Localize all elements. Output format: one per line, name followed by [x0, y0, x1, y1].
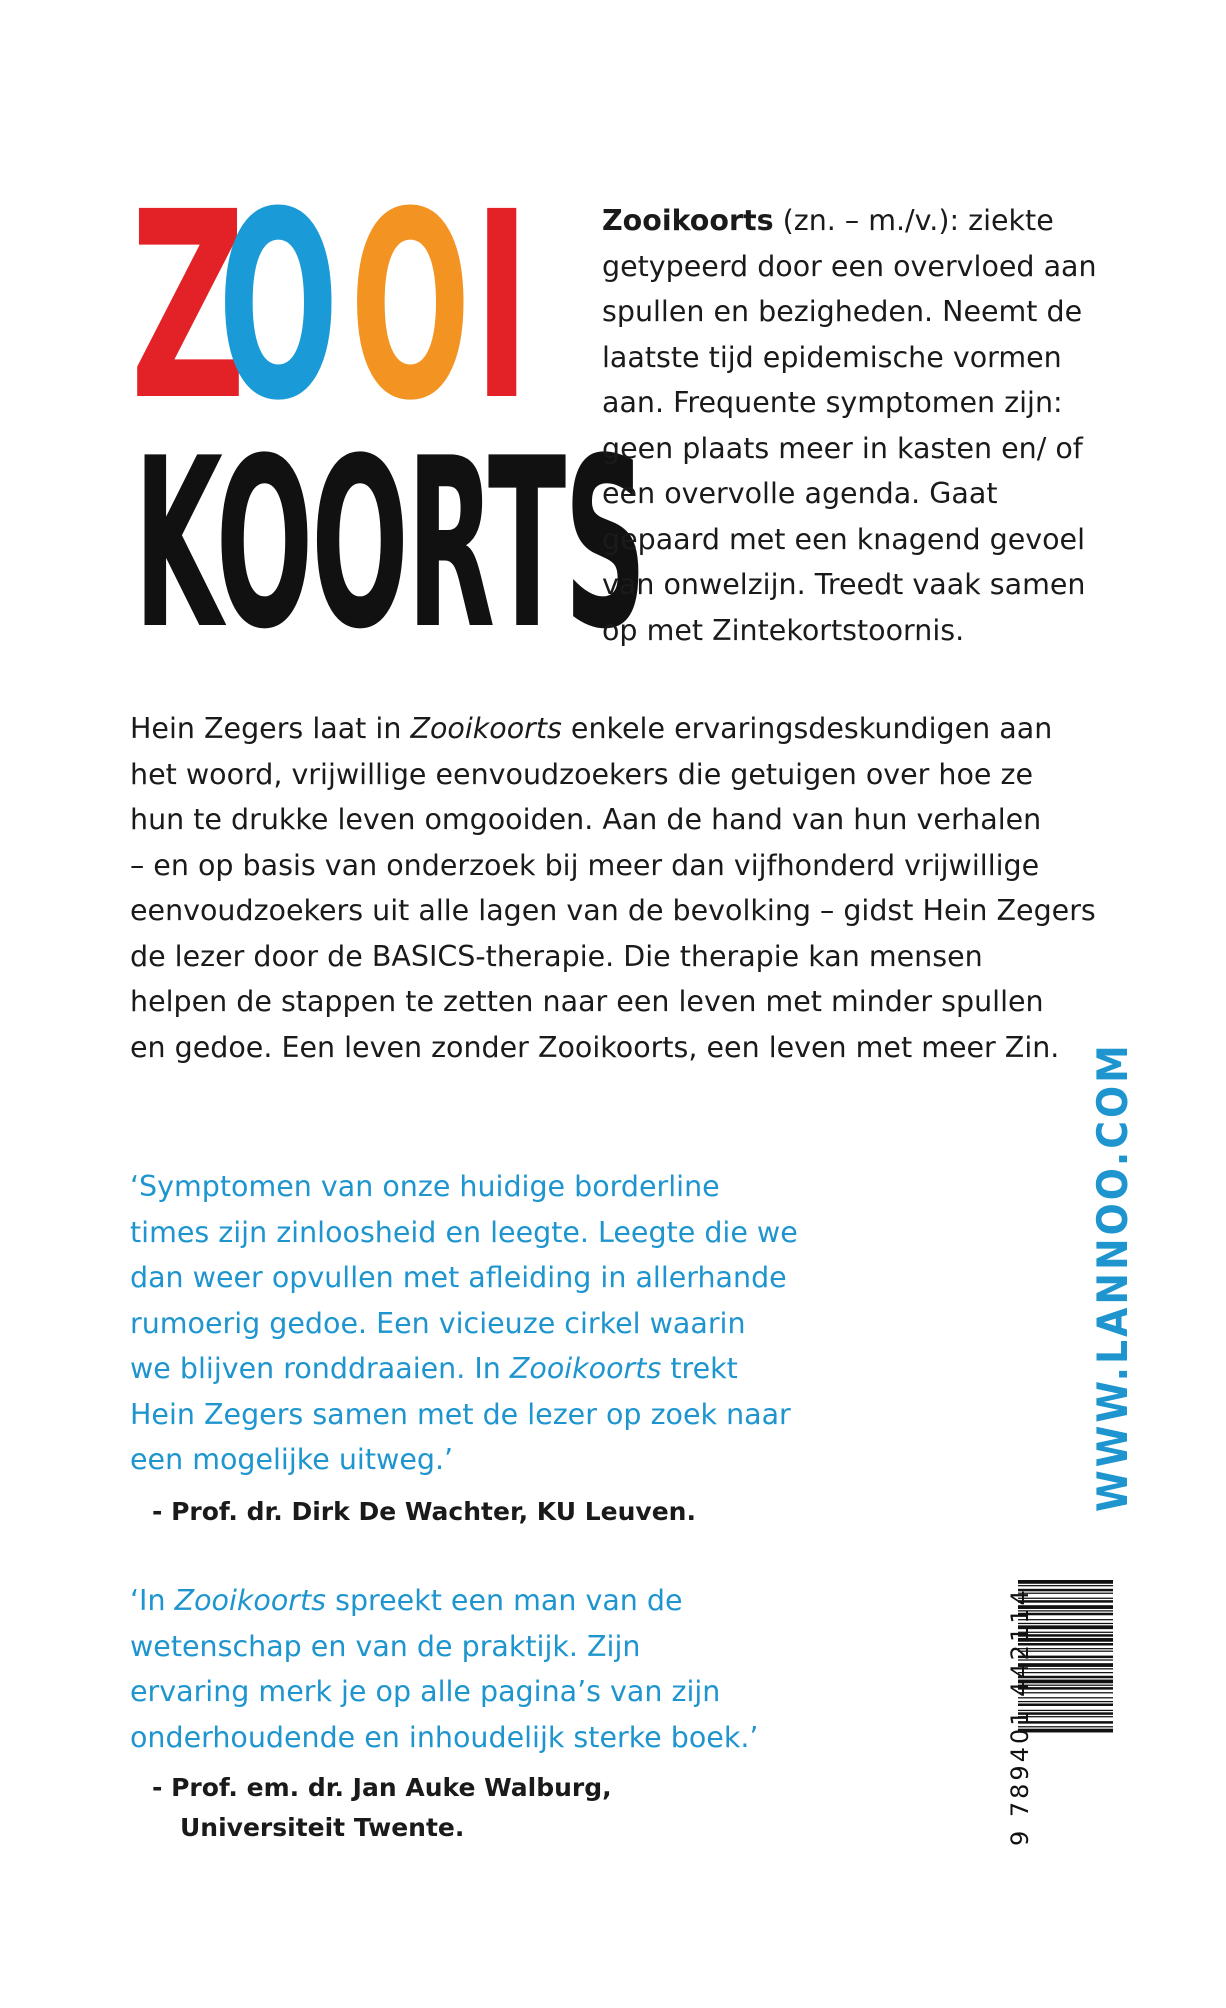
barcode-bar: [1018, 1580, 1113, 1584]
isbn-number: 9 789401 442114: [1006, 1587, 1034, 1846]
blurb-line: Hein Zegers laat in Zooikoorts enkele ervaringsdeskundigen aan: [130, 712, 1053, 745]
blurb-paragraph: [130, 706, 1130, 1070]
quote-line: wetenschap en van de praktijk. Zijn: [130, 1629, 641, 1663]
endorsement-quote-walburg: [130, 1578, 810, 1760]
blurb-line: – en op basis van onderzoek bij meer dan vijfhonderd vrijwillige: [130, 848, 1040, 882]
logo-koorts: KOORTS: [134, 409, 645, 681]
blurb-line: het woord, vrijwillige eenvoudzoekers die getuigen over hoe ze: [130, 757, 1034, 791]
definition-text: (zn. – m./v.): ziekte getypeerd door een overvloed aan spullen en bezigheden. Neemt de laatste tijd epidemische vormen aan. Frequente symptomen zijn: geen plaats meer in kasten en/ of een overvolle agenda. Gaat gepaard met een knagend gevoel van onwelzijn. Treedt vaak samen op met Zintekortstoornis.: [602, 204, 1097, 647]
zooikoorts-logo: [128, 157, 645, 681]
logo-letter-o-orange: O: [350, 157, 471, 457]
logo-letter-z: Z: [130, 157, 246, 457]
logo-zooi: [128, 157, 531, 457]
logo-letter-o-blue: O: [218, 157, 339, 457]
definition-term: Zooikoorts: [602, 204, 774, 237]
barcode-bar: [1018, 1585, 1113, 1586]
quote-attribution-walburg-affiliation: Universiteit Twente.: [180, 1813, 465, 1842]
quote-line: times zijn zinloosheid en leegte. Leegte die we: [130, 1215, 798, 1249]
logo-letter-i: I: [473, 157, 531, 457]
blurb-line: en gedoe. Een leven zonder Zooikoorts, een leven met meer Zin.: [130, 1030, 1060, 1064]
quote-line: we blijven ronddraaien. In Zooikoorts trekt: [130, 1352, 738, 1385]
publisher-website: WWW.LANNOO.COM: [1088, 1042, 1137, 1512]
endorsement-quote-dewachter: [130, 1164, 810, 1483]
quote-line: ‘Symptomen van onze huidige borderline: [130, 1170, 720, 1203]
quote-line: Hein Zegers samen met de lezer op zoek naar: [130, 1397, 791, 1431]
blurb-line: eenvoudzoekers uit alle lagen van de bevolking – gidst Hein Zegers: [130, 894, 1096, 927]
quote-line: ervaring merk je op alle pagina’s van zijn: [130, 1675, 721, 1708]
quote-line: dan weer opvullen met afleiding in allerhande: [130, 1261, 787, 1294]
blurb-line: de lezer door de BASICS-therapie. Die therapie kan mensen: [130, 939, 983, 973]
quote-attribution-dewachter: - Prof. dr. Dirk De Wachter, KU Leuven.: [152, 1497, 696, 1526]
definition-paragraph: [602, 198, 1122, 653]
quote-line: rumoerig gedoe. Een vicieuze cirkel waarin: [130, 1306, 746, 1340]
quote-attribution-walburg: - Prof. em. dr. Jan Auke Walburg,: [152, 1773, 612, 1802]
quote-line: ‘In Zooikoorts spreekt een man van de: [130, 1584, 683, 1617]
blurb-line: hun te drukke leven omgooiden. Aan de hand van hun verhalen: [130, 803, 1042, 836]
blurb-line: helpen de stappen te zetten naar een leven met minder spullen: [130, 985, 1044, 1018]
quote-line: onderhoudende en inhoudelijk sterke boek.’: [130, 1720, 759, 1754]
quote-line: een mogelijke uitweg.’: [130, 1443, 454, 1476]
